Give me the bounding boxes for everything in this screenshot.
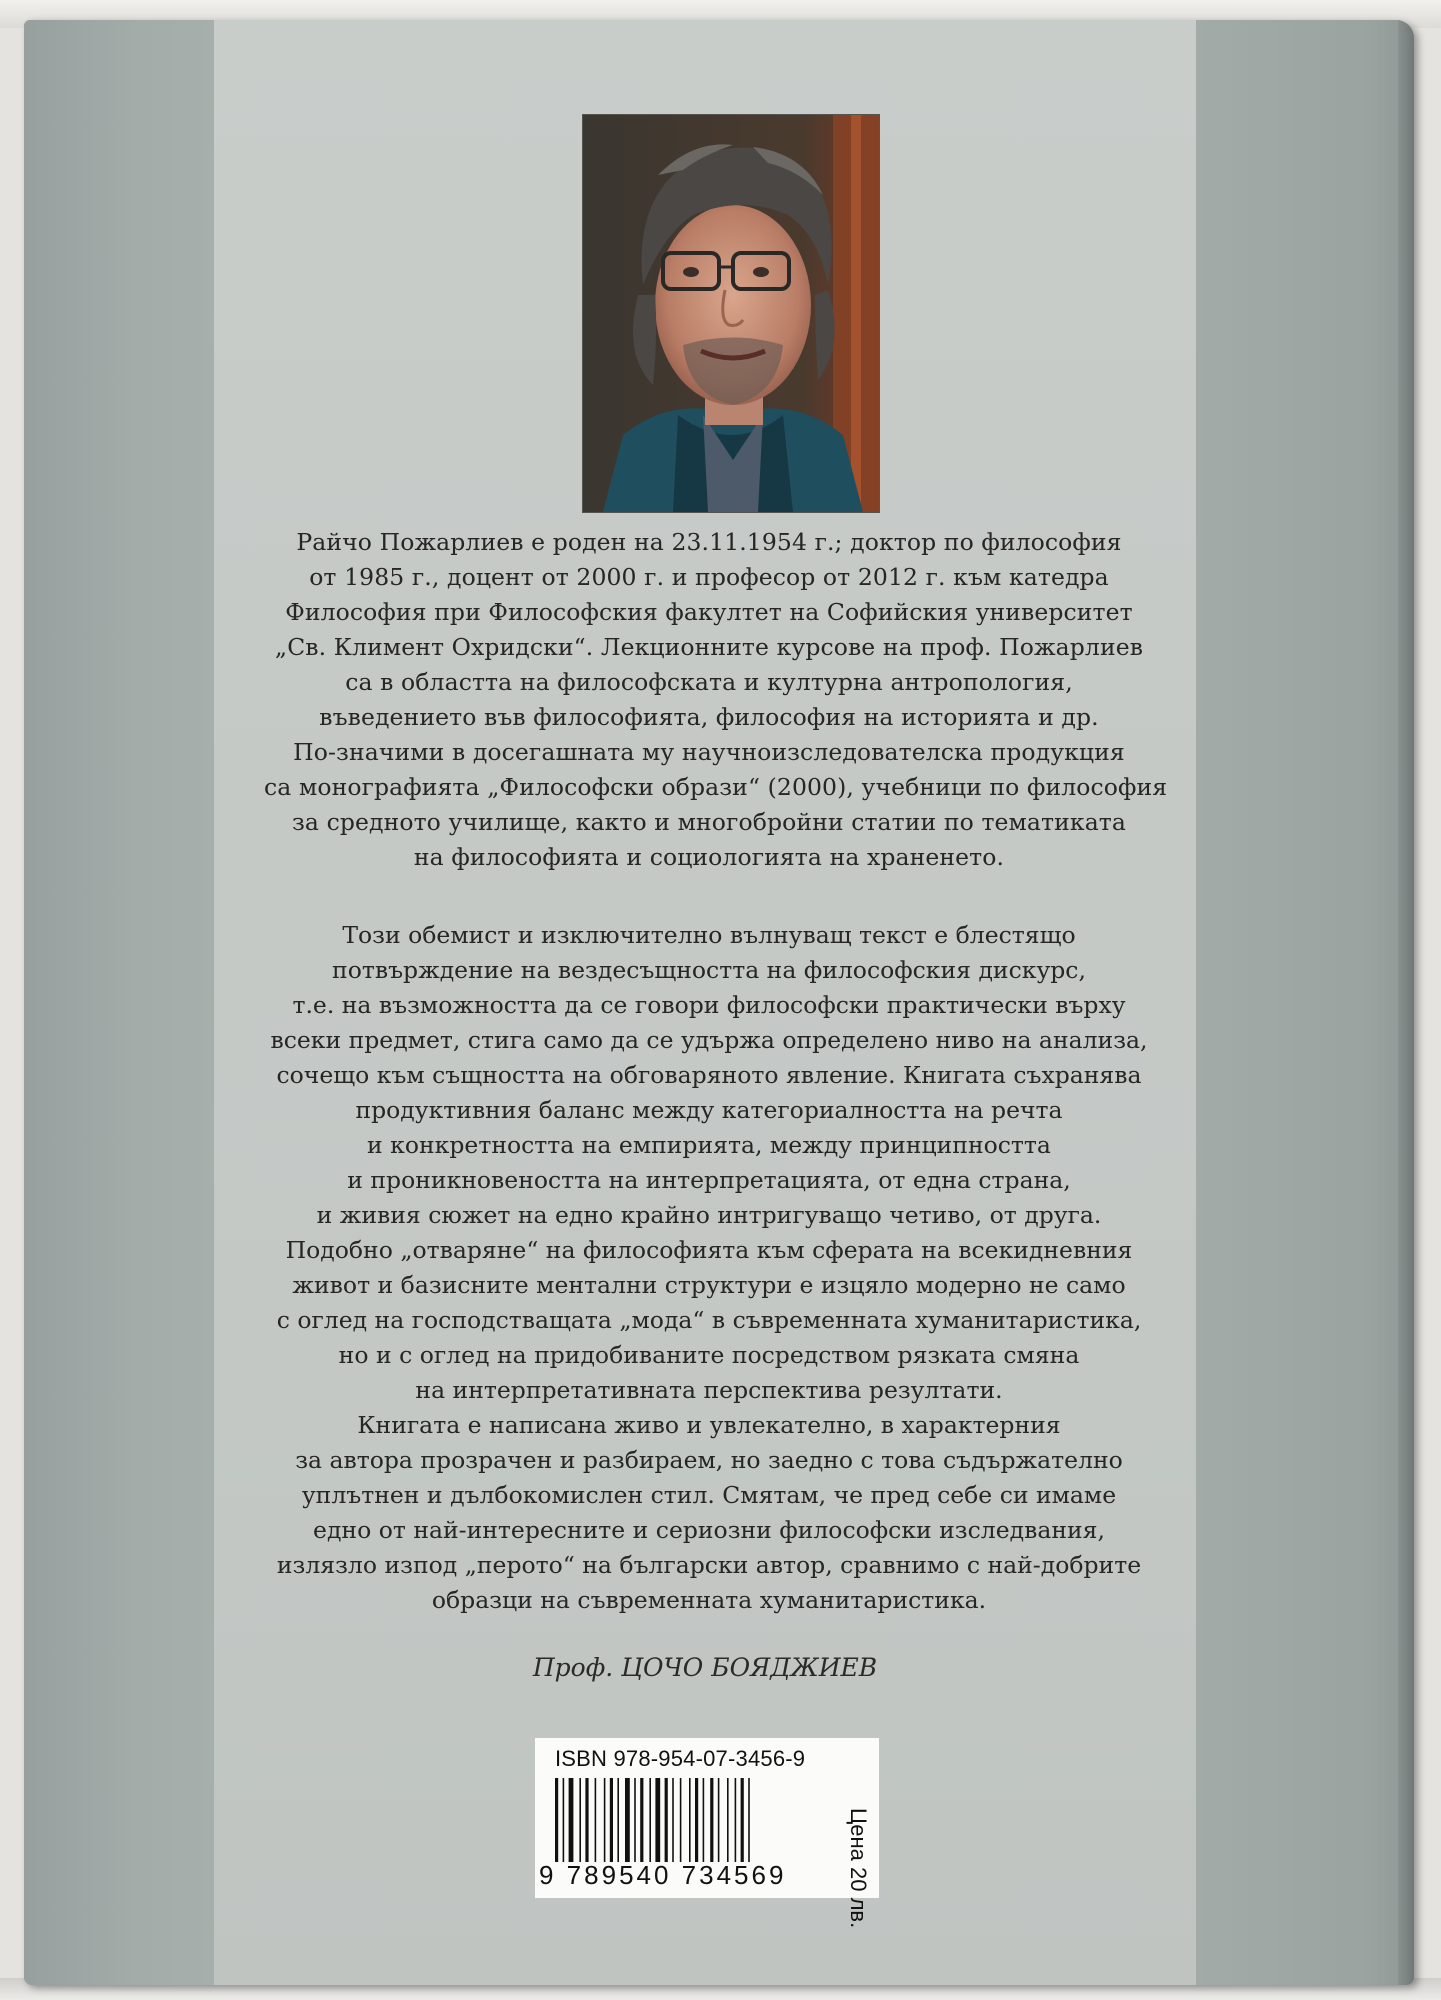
bio-line: за средното училище, както и многобройни статии по тематиката xyxy=(291,808,1127,836)
barcode-bar xyxy=(555,1778,558,1862)
review-line: сочещо към същността на обговаряното явление. Книгата съхранява xyxy=(276,1061,1142,1089)
barcode-bar xyxy=(563,1778,565,1862)
bio-line: „Св. Климент Охридски“. Лекционните курсове на проф. Пожарлиев xyxy=(274,633,1144,661)
isbn-barcode-label xyxy=(535,1738,879,1929)
bio-line: Философия при Философския факултет на Софийския университет xyxy=(285,598,1133,626)
review-line: Този обемист и изключително вълнуващ текст е блестящо xyxy=(342,921,1076,949)
barcode-bar xyxy=(695,1778,698,1862)
review-line: уплътнен и дълбокомислен стил. Смятам, че пред себе си имаме xyxy=(301,1481,1117,1509)
barcode-bar xyxy=(579,1778,581,1862)
barcode-bar xyxy=(727,1778,729,1862)
barcode-bar xyxy=(741,1778,744,1862)
barcode-bar xyxy=(703,1778,705,1862)
barcode-bar xyxy=(595,1778,597,1862)
review-line: потвърждение на вездесъщността на философския дискурс, xyxy=(332,956,1086,984)
bio-line: са в областта на философската и културна антропология, xyxy=(345,668,1073,696)
barcode-bar xyxy=(625,1778,630,1862)
review-line: т.е. на възможността да се говори философски практически върху xyxy=(292,991,1126,1019)
price-label: Цена 20 лв. xyxy=(846,1808,871,1929)
barcode-bar xyxy=(640,1778,643,1862)
bio-line: от 1985 г., доцент от 2000 г. и професор от 2012 г. към катедра xyxy=(309,563,1109,591)
bio-line: Райчо Пожарлиев е роден на 23.11.1954 г.; доктор по философия xyxy=(296,528,1122,556)
barcode-bar xyxy=(649,1778,651,1862)
review-line: продуктивния баланс между категориалността на речта xyxy=(355,1096,1063,1124)
reviewer-signature: Проф. ЦОЧО БОЯДЖИЕВ xyxy=(532,1653,878,1682)
bio-line: По-значими в досегашната му научноизследователска продукция xyxy=(293,738,1125,766)
review-line: с оглед на господстващата „мода“ в съвременната хуманитаристика, xyxy=(276,1306,1142,1334)
review-line: и живия сюжет на едно крайно интригуващо четиво, от друга. xyxy=(316,1201,1102,1229)
barcode-bar xyxy=(617,1778,619,1862)
barcode-bar xyxy=(634,1778,636,1862)
barcode-bar xyxy=(569,1778,574,1862)
bio-line: са монографията „Философски образи“ (2000), учебници по философия xyxy=(264,773,1168,801)
review-line: Книгата е написана живо и увлекателно, в характерния xyxy=(357,1411,1061,1439)
barcode-bar xyxy=(655,1778,660,1862)
barcode-bar xyxy=(748,1778,750,1862)
review-line: излязло изпод „перото“ на български автор, сравнимо с най-добрите xyxy=(276,1551,1142,1579)
barcode-digits: 9 789540 734569 xyxy=(539,1860,787,1890)
review-line: за автора прозрачен и разбираем, но заедно с това съдържателно xyxy=(295,1446,1123,1474)
barcode-bar xyxy=(735,1778,737,1862)
review-line: едно от най-интересните и сериозни философски изследвания, xyxy=(313,1516,1105,1544)
review-line: всеки предмет, стига само да се удържа определено ниво на анализа, xyxy=(270,1026,1148,1054)
review-line: и конкретността на емпирията, между принципността xyxy=(367,1131,1051,1159)
barcode-bar xyxy=(689,1778,691,1862)
review-line: но и с оглед на придобиваните посредством рязката смяна xyxy=(338,1341,1080,1369)
barcode-bar xyxy=(610,1778,613,1862)
barcode-bar xyxy=(680,1778,682,1862)
isbn-number: ISBN 978-954-07-3456-9 xyxy=(555,1746,806,1771)
book-spine-edge xyxy=(1398,20,1414,1985)
review-line: и проникновеността на интерпретацията, от една страна, xyxy=(347,1166,1071,1194)
barcode-bar xyxy=(604,1778,606,1862)
author-photo xyxy=(583,115,879,512)
cover-center-panel xyxy=(214,20,1196,1985)
barcode-bar xyxy=(665,1778,668,1862)
cover-left-band xyxy=(24,20,214,1985)
book-review xyxy=(244,918,1174,1618)
review-line: живот и базисните ментални структури е изцяло модерно не само xyxy=(292,1271,1126,1299)
author-portrait-image xyxy=(583,115,879,512)
author-biography xyxy=(264,525,1168,875)
review-line: Подобно „отваряне“ на философията към сферата на всекидневния xyxy=(285,1236,1133,1264)
barcode-bar xyxy=(718,1778,720,1862)
barcode-bar xyxy=(710,1778,713,1862)
review-line: на интерпретативната перспектива резултати. xyxy=(415,1376,1003,1404)
bio-line: на философията и социологията на храненето. xyxy=(413,843,1005,871)
barcode-bar xyxy=(672,1778,674,1862)
cover-right-band xyxy=(1196,20,1414,1985)
bio-line: въведението във философията, философия на историята и др. xyxy=(319,703,1099,731)
barcode-bar xyxy=(585,1778,588,1862)
review-line: образци на съвременната хуманитаристика. xyxy=(431,1586,987,1614)
book-back-cover xyxy=(24,20,1414,1985)
barcode-image xyxy=(555,1778,805,1862)
